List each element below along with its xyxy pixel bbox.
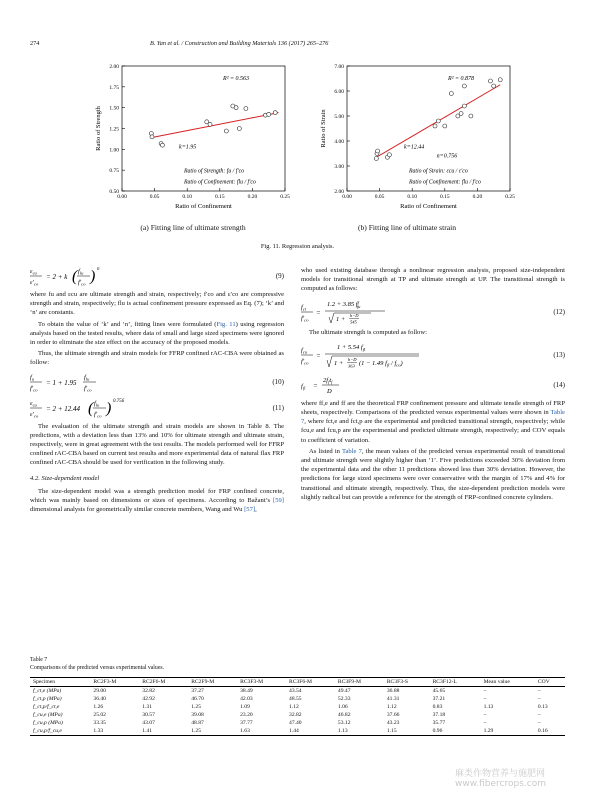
equation-10-formula (30, 370, 230, 396)
chart-a-data-point (224, 129, 228, 133)
chart-b-k-label: k=12.44 (404, 144, 425, 151)
table-cell: – (537, 720, 541, 726)
table-row-label: f_cu,p/f_cu,e (30, 727, 90, 736)
table-cell: – (483, 712, 487, 718)
equation-14 (301, 373, 565, 399)
paragraph-fitting-text-b: ) using regression analysis based on the tested results, where data of small and large sized specimens were ignored in order to eliminate the size effect on the accuracy of the proposed models. (30, 320, 284, 347)
table-cell: 1.26 (93, 704, 104, 710)
svg-text:ε′co: $\varepsilon'_{co}$ (30, 410, 39, 419)
table-header-cell: Mean value (481, 678, 535, 687)
page-number: 274 (30, 40, 40, 47)
chart-b-y-tick-label: 6.00 (334, 89, 344, 95)
equation-13-number: (13) (553, 350, 565, 359)
table-cell: 37.27 (191, 688, 204, 694)
chart-b-r2-label: R² = 0.878 (448, 76, 475, 82)
table-header-cell: RC3F12-L (430, 678, 481, 687)
panel-a-caption: (a) Fitting line of ultimate strength (140, 223, 246, 232)
svg-text:(1 − 1.49 ffl / fco): (1 − 1.49 $f_{fl} / f_{co}$) (359, 359, 403, 368)
svg-text:fu: $f_u$ (30, 373, 35, 382)
table-row (30, 727, 565, 736)
chart-a-y-tick-label: 1.50 (109, 105, 119, 112)
svg-text:f′co: $f'_{co}$ (30, 384, 38, 393)
chart-b-x-tick-label: 0.15 (439, 194, 450, 200)
table-cell: – (537, 712, 541, 718)
ref-59-link[interactable]: [59] (273, 497, 284, 505)
chart-b-y-tick-label: 7.00 (334, 64, 344, 70)
table-cell: 0.83 (432, 704, 443, 710)
chart-a-data-point (237, 127, 241, 131)
chart-a-y-tick-label: 0.75 (109, 168, 119, 175)
chart-b-x-tick-label: 0.00 (342, 194, 352, 200)
paragraph-mean-values (301, 447, 565, 502)
chart-a-r2-label: R² = 0.563 (223, 76, 250, 82)
table-cell: 0.13 (537, 704, 548, 710)
table-cell: 1.13 (335, 727, 384, 736)
table-header-cell: COV (535, 678, 565, 687)
equation-9 (30, 264, 284, 290)
chart-b-data-point (449, 92, 453, 96)
table-cell: 42.92 (142, 696, 155, 702)
table-cell: 32.82 (289, 712, 302, 718)
chart-a-legend-confinement: Ratio of Confinement: flu / f'co (183, 179, 256, 186)
mean-values-text-a: As listed in (309, 447, 342, 455)
chart-a-fit-line (151, 113, 278, 138)
svg-text:h−D: h−D (348, 356, 357, 362)
chart-b-y-tick-label: 5.00 (334, 114, 344, 120)
table-cell: 1.41 (139, 727, 188, 736)
figure-11 (80, 60, 520, 235)
svg-text:f′co: $f'_{co}$ (94, 410, 102, 419)
svg-text:0.756: 0.756 (113, 398, 125, 404)
chart-b-legend-ratio: Ratio of Strain: εcu / ε'co (408, 168, 468, 175)
chart-a-data-point (234, 106, 238, 110)
table-cell: 32.82 (142, 688, 155, 694)
svg-text:fcu: $f_{cu}$ (301, 346, 308, 355)
table-row (30, 711, 565, 719)
table-label: Table 7 (30, 657, 48, 663)
chart-a-data-point (273, 111, 277, 115)
table-cell: 43.54 (289, 688, 302, 694)
chart-a-y-tick-label: 1.25 (109, 126, 119, 133)
chart-a-y-tick-label: 1.75 (109, 84, 119, 91)
chart-a-x-tick-label: 0.25 (280, 194, 290, 200)
table-cell: 37.66 (386, 712, 400, 718)
chart-a-data-point (150, 135, 154, 139)
paragraph-nonlinear: who used existing database through a nonlinear regression analysis, proposed size-independent models for transitional strength at TP and ultimate strength at UP. The transitional strength is computed as follows: (301, 267, 565, 293)
comparison-table (30, 677, 565, 736)
table-cell: 33.35 (93, 720, 106, 726)
svg-text:545: 545 (350, 319, 357, 325)
table-header-cell: RC2F6-M (139, 678, 188, 687)
chart-b-y-tick-label: 3.00 (334, 164, 344, 170)
table-cell: 41.31 (386, 696, 400, 702)
paragraph-size-dependent (30, 487, 284, 515)
table-cell: 37.77 (240, 720, 253, 726)
chart-b-x-axis-label: Ratio of Confinement (400, 203, 457, 210)
chart-a-x-tick-label: 0.10 (182, 194, 193, 200)
table-cell: 1.09 (240, 704, 250, 710)
chart-b-data-point (443, 124, 447, 128)
table-row-label: f_ct,p/f_ct,e (33, 704, 60, 710)
equation-12-number: (12) (553, 307, 565, 316)
equation-10-number: (10) (272, 377, 284, 386)
table-title: Comparisons of the predicted versus experimental values. (30, 665, 165, 671)
table-cell: 42.03 (240, 696, 253, 702)
watermark: 麻类作物营养与施肥网 www.fibercrops.com (455, 769, 546, 789)
equation-9-number: (9) (275, 272, 284, 280)
table-header-cell: RC2F3-M (90, 678, 139, 687)
table-cell: 39.08 (191, 712, 204, 718)
svg-text:flu: $f_{lu}$ (94, 399, 100, 408)
table-row-label: f_cu,p (MPa) (33, 720, 63, 726)
table-7-link[interactable]: Table 7 (301, 409, 565, 426)
table-cell: 46.70 (191, 696, 204, 702)
table-cell: 46.82 (337, 712, 351, 718)
paragraph-comparisons (301, 399, 565, 445)
chart-b-data-point (433, 124, 437, 128)
table-cell: 36.88 (386, 688, 400, 694)
table-header-cell: RC3F6-M (286, 678, 335, 687)
table-row (30, 695, 565, 703)
table-row-label: f_cu,e (MPa) (33, 712, 63, 718)
chart-b-data-point (498, 78, 502, 82)
table-cell: – (483, 696, 487, 702)
svg-text:2fftf: $2f_ft_f$ (323, 376, 333, 385)
svg-text:ε′co: $\varepsilon'_{co}$ (30, 279, 39, 287)
table-cell: 47.40 (289, 720, 302, 726)
table-cell: 38.49 (240, 688, 253, 694)
svg-text:ffl: $f_{fl}$ (301, 382, 306, 391)
table-cell: 1.25 (188, 727, 237, 736)
table-cell: 53.12 (337, 720, 351, 726)
table-cell: 23.20 (240, 712, 253, 718)
chart-a-y-tick-label: 2.00 (109, 64, 119, 70)
svg-text:1 +: 1 + (336, 315, 346, 323)
svg-text:= 2 + 12.44: = 2 + 12.44 (46, 404, 80, 413)
table-cell: 52.33 (337, 696, 351, 702)
table-cell: 1.31 (142, 704, 153, 710)
table-cell: – (537, 688, 541, 694)
table-row-label: f_ct,p (MPa) (33, 696, 62, 702)
chart-b-x-tick-label: 0.10 (407, 194, 418, 200)
paragraph-evaluation: The evaluation of the ultimate strength and strain models are shown in Table 8. The predictions, with a deviation less than 13% and 10% for ultimate strength and ultimate strain, respectively, were in great agreement with the test results. The models performed well for FFRP confined rAC-CBA based on current test results and more experimental data of natural flax FRP confined rAC-CBA should be used for verification in the following study. (30, 422, 284, 467)
paragraph-fitting-text-a: To obtain the value of ‘k’ and ‘n’, fitting lines were formulated ( (38, 320, 217, 328)
chart-a-x-tick-label: 0.20 (247, 194, 258, 200)
chart-a-y-tick-label: 0.50 (109, 189, 119, 195)
right-column (301, 266, 565, 504)
size-dependent-text-a: The size-dependent model was a strength prediction model for FRP confined concrete, which was mainly based on dimensions or sizes of specimens. According to Bažant’s (30, 487, 284, 505)
chart-b-n-label: n=0.756 (436, 153, 458, 160)
table-cell: 43.07 (142, 720, 155, 726)
table-cell: 1.12 (289, 704, 299, 710)
equation-11-number: (11) (272, 403, 284, 412)
table-cell: 1.12 (386, 704, 397, 710)
table-header-cell: RC3F3-M (237, 678, 286, 687)
chart-ultimate-strength (95, 64, 290, 210)
table-header-row (30, 678, 565, 687)
svg-text:(: ( (88, 399, 94, 417)
equation-12 (301, 296, 565, 328)
paragraph-ultimate-intro: The ultimate strength is computed as follow: (309, 328, 427, 336)
svg-text:): ) (90, 268, 96, 285)
table-cell: 1.13 (483, 704, 494, 710)
chart-a-x-tick-label: 0.05 (149, 194, 160, 200)
svg-text:εcu: $\varepsilon_{cu}$ (30, 268, 37, 276)
chart-a-k-label: k=1.95 (179, 144, 197, 151)
equation-13-formula (301, 339, 521, 373)
svg-text:1 +: 1 + (334, 359, 344, 367)
chart-a-data-point (244, 107, 248, 111)
svg-text:f′co: $f'_{co}$ (78, 279, 86, 287)
chart-b-data-point (374, 157, 378, 161)
chart-b-x-tick-label: 0.05 (374, 194, 385, 200)
table-cell: 0.96 (430, 727, 481, 736)
figure-caption: Fig. 11. Regression analysis. (260, 243, 335, 250)
size-dependent-text-c: , (255, 506, 257, 514)
mean-values-text-b: , the mean values of the predicted versus experimental result of transitional and ultimate strength were slightly higher than ‘1’. Five predictions exceeded 30% deviation from the experimental data and the other 11 predictions showed less than 30% deviation. However, the predictions for large sized specimens were over conservative with the margin of 17% and 4% for transitional and ultimate strength, respectively. Thus, the size-dependent prediction models were slightly radical but can provide a reference for the strength of FRP-confined concrete cylinders. (301, 447, 565, 501)
panel-b-caption: (b) Fitting line of ultimate strain (357, 223, 457, 232)
svg-text:= 1 + 1.95: = 1 + 1.95 (46, 378, 77, 387)
table-header-cell: RC3F9-M (335, 678, 384, 687)
table-body (30, 687, 565, 736)
table-cell: 29.00 (93, 688, 106, 694)
table-row (30, 687, 565, 696)
svg-text:=: = (316, 351, 321, 360)
ref-57-link[interactable]: [57] (244, 506, 256, 514)
chart-a-x-tick-label: 0.00 (117, 194, 127, 200)
svg-text:h−D: h−D (350, 312, 359, 318)
running-header: B. Yan et al. / Construction and Building Materials 136 (2017) 265–276 (150, 40, 329, 47)
table-cell: 36.40 (93, 696, 106, 702)
chart-b-data-point (469, 114, 473, 118)
chart-a-data-point (267, 112, 271, 116)
svg-text:): ) (106, 399, 112, 417)
svg-text:1.2 + 3.85 fffu: 1.2 + 3.85 $f^f$ fu (327, 299, 361, 309)
svg-text:(: ( (72, 268, 78, 285)
paragraph-models-intro: Thus, the ultimate strength and strain models for FFRP confined rAC-CBA were obtained as follow: (30, 350, 284, 367)
paragraph-fitting (30, 320, 284, 348)
chart-b-y-tick-label: 4.00 (334, 139, 344, 145)
equation-11-formula (30, 396, 230, 422)
table-cell: 1.33 (90, 727, 139, 736)
svg-text:flu: $f_{lu}$ (84, 373, 90, 382)
svg-text:εcu: $\varepsilon_{cu}$ (30, 399, 37, 408)
chart-ultimate-strain (320, 64, 515, 210)
chart-a-x-tick-label: 0.15 (214, 194, 225, 200)
table-header-cell: RC2F9-M (188, 678, 237, 687)
svg-text:D: D (327, 387, 332, 395)
chart-b-data-point (376, 149, 380, 153)
equation-10 (30, 370, 284, 396)
table-cell: – (483, 720, 487, 726)
fig-11-link[interactable]: Fig. 11 (216, 320, 236, 328)
chart-a-data-point (160, 143, 164, 147)
table-cell: 37.21 (432, 696, 446, 702)
table-cell: 1.15 (384, 727, 430, 736)
svg-text:f′co: $f'_{co}$ (301, 357, 309, 366)
chart-b-data-point (436, 119, 440, 123)
table-cell: 1.29 (481, 727, 535, 736)
chart-a-legend-ratio: Ratio of Strength: fu / f'co (183, 168, 245, 175)
chart-b-data-point (459, 112, 463, 116)
table-cell: 49.47 (337, 688, 351, 694)
equation-12-formula (301, 296, 501, 328)
equation-13 (301, 339, 565, 373)
table-cell: 48.87 (191, 720, 204, 726)
table-cell: 43.23 (386, 720, 400, 726)
chart-a-y-axis-label: Ratio of Strength (95, 106, 102, 151)
chart-a-x-axis-label: Ratio of Confinement (175, 203, 232, 210)
svg-text:=: = (313, 381, 318, 390)
chart-b-data-point (492, 84, 496, 88)
svg-text:1 + 5.54 ffl: 1 + 5.54 $f_{fl}$ (337, 343, 366, 352)
table-row-label: f_ct,e (MPa) (33, 688, 62, 694)
svg-text:fct: $f_{ct}$ (301, 303, 307, 312)
svg-text:flu: $f_{lu}$ (78, 268, 84, 276)
svg-text:= 2 + k: = 2 + k (46, 273, 68, 281)
table-cell: 0.16 (535, 727, 565, 736)
table-header-cell: RC3F3-S (384, 678, 430, 687)
equation-11 (30, 396, 284, 422)
chart-b-y-tick-label: 2.00 (334, 189, 344, 195)
chart-b-data-point (462, 104, 466, 108)
table-row (30, 719, 565, 727)
svg-text:=: = (316, 308, 321, 317)
equation-14-number: (14) (553, 380, 565, 389)
equation-14-formula (301, 373, 501, 399)
svg-text:n: n (97, 267, 100, 272)
table-cell: 45.65 (432, 688, 446, 694)
chart-b-data-point (488, 79, 492, 83)
table-cell: – (537, 696, 541, 702)
svg-text:363: 363 (348, 363, 355, 369)
chart-b-data-point (387, 153, 391, 157)
equation-9-formula (30, 264, 230, 290)
paragraph-definitions: where fu and εcu are ultimate strength and strain, respectively; f′co and ε′co are compressive strength and strain, respectively; flu is actual confinement pressure expressed as Eq. (7); ‘k’ and ‘n’ are constants. (30, 291, 284, 317)
chart-a-y-tick-label: 1.00 (109, 147, 119, 154)
comparisons-text-b: , where fct,e and fct,p are the experimental and predicted transitional strength, respectively; while fcu,e and fcu,p are the experimental and predicted ultimate strength, respectively; and COV equals to coefficient of variation. (301, 418, 565, 444)
table-cell: 1.06 (337, 704, 348, 710)
chart-b-x-tick-label: 0.25 (505, 194, 515, 200)
table-header-cell: Specimen (30, 678, 90, 687)
section-heading-4-2: 4.2. Size-dependent model (30, 474, 100, 482)
chart-a-data-point (208, 122, 212, 126)
left-column (30, 264, 284, 516)
chart-b-x-tick-label: 0.20 (472, 194, 483, 200)
chart-b-data-point (462, 84, 466, 88)
table-cell: 37.18 (432, 712, 446, 718)
table-cell: 35.77 (432, 720, 446, 726)
table-cell: 48.55 (289, 696, 302, 702)
table-cell: 1.25 (191, 704, 201, 710)
table-cell: 1.63 (237, 727, 286, 736)
comparisons-text-a: where ff,e and ff are the theoretical FRP confinement pressure and ultimate tensile strength of FRP sheets, respectively. Comparisons of the predicted versus experimental values were shown in (301, 399, 565, 417)
table-7-link-2[interactable]: Table 7 (341, 447, 362, 455)
size-dependent-text-b: dimensional analysis for geometrically similar concrete members, Wang and Wu (30, 506, 245, 514)
table-row (30, 703, 565, 711)
table-cell: 25.02 (93, 712, 106, 718)
chart-b-legend-confinement: Ratio of Confinement: flu / f'co (408, 179, 481, 186)
svg-text:f′co: $f'_{co}$ (84, 384, 92, 393)
svg-text:f′co: $f'_{co}$ (301, 314, 309, 323)
table-cell: 1.44 (286, 727, 335, 736)
chart-b-y-axis-label: Ratio of Strain (320, 109, 327, 148)
table-cell: 30.57 (142, 712, 155, 718)
table-cell: – (483, 688, 487, 694)
